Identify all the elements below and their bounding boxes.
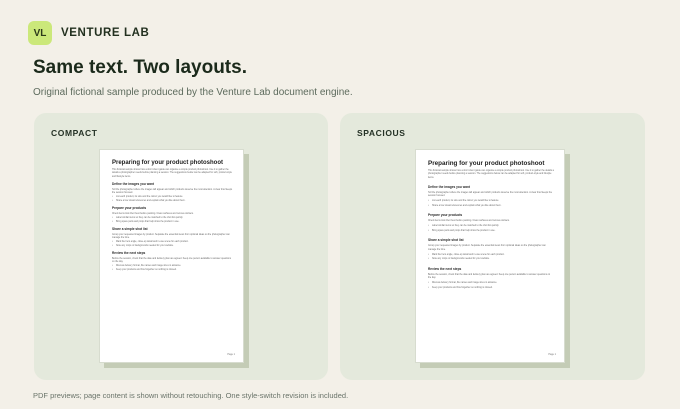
- doc-list-item: • List each product, its size and the colour you would like to feature.: [428, 200, 554, 203]
- doc-paragraph: Check items look their best before packing. Clean surfaces and remove stickers.: [428, 220, 510, 223]
- doc-paragraph: Group your requested images by product. Separate the essential views from optional ideas so the photographer can manage the time.: [112, 233, 230, 240]
- doc-heading: Define the images you want: [112, 181, 154, 186]
- doc-list-item: • Label similar items so they can be matched to the shot list quickly.: [428, 225, 554, 228]
- page-number: Page 1: [227, 353, 235, 356]
- doc-list-item: • Keep your products and brief together so nothing is missed.: [112, 269, 233, 272]
- doc-list-item: • Mark the hero angle, close-up detail and in-use scene for each product.: [428, 254, 554, 257]
- doc-list-item: • List each product, its size and the colour you would like to feature.: [112, 196, 233, 199]
- compact-panel: [34, 113, 328, 380]
- doc-heading: Review the next steps: [428, 266, 462, 271]
- doc-heading: Define the images you want: [428, 184, 470, 189]
- doc-heading: Review the next steps: [112, 251, 146, 256]
- doc-list-item: • Discuss delivery format, file names and image sizes in advance.: [112, 265, 233, 268]
- doc-list-item: • Bring spare parts and props that help show the product in use.: [428, 230, 554, 233]
- page-number: Page 1: [548, 353, 556, 356]
- doc-list-item: • Mark the hero angle, close-up detail and in-use scene for each product.: [112, 241, 233, 244]
- brand: [28, 21, 149, 45]
- doc-list-item: • Discuss delivery format, file names and image sizes in advance.: [428, 282, 554, 285]
- footer-note: PDF previews; page content is shown without retouching. One style-switch revision is included.: [33, 391, 349, 400]
- brand-name: VENTURE LAB: [61, 27, 150, 39]
- doc-list-item: • Share a few visual references and explain what you like about them.: [112, 200, 233, 203]
- doc-list-item: • Note any crops or backgrounds needed for your website.: [428, 258, 554, 261]
- doc-list-item: • Bring spare parts and props that help show the product in use.: [112, 221, 233, 224]
- doc-intro: This fictional sample shows how a short client guide can organise a simple product photoshoot. Use it to gather the details a photographer needs before planning a session. The suggestions below can be adapted for soft, product-style and lifestyle items.: [112, 169, 232, 178]
- compact-panel-label: COMPACT: [51, 128, 98, 138]
- doc-list-item: • Keep your products and brief together so nothing is missed.: [428, 287, 554, 290]
- doc-paragraph: Tell the photographer where the images will appear and which products deserve the most attention. A clear brief keeps the session focused.: [428, 191, 552, 198]
- page-subtitle: Original fictional sample produced by the Venture Lab document engine.: [33, 87, 353, 98]
- doc-paragraph: Tell the photographer where the images will appear and which products deserve the most attention. A clear brief keeps the session focused.: [112, 188, 233, 195]
- compact-page-preview[interactable]: [99, 149, 244, 363]
- doc-heading: Share a simple shot list: [428, 238, 464, 243]
- brand-logo: VL: [28, 21, 52, 45]
- doc-heading: Share a simple shot list: [112, 226, 148, 231]
- doc-heading: Prepare your products: [112, 206, 147, 211]
- doc-paragraph: Check items look their best before packing. Clean surfaces and remove stickers.: [112, 213, 194, 216]
- doc-title: Preparing for your product photoshoot: [428, 160, 545, 167]
- doc-list-item: • Share a few visual references and explain what you like about them.: [428, 205, 554, 208]
- page-title: Same text. Two layouts.: [33, 57, 247, 78]
- doc-paragraph: Before the session, check that the date and delivery plan are agreed. Keep one person available to answer questions on the day.: [112, 258, 232, 264]
- doc-intro: This fictional sample shows how a short client guide can organise a simple product photoshoot. Use it to gather the details a photographer needs before planning a session. The suggestions below can be adapted for soft, product-style and lifestyle items.: [428, 170, 554, 179]
- doc-paragraph: Before the session, check that the date and delivery plan are agreed. Keep one person available to answer questions on the day.: [428, 273, 551, 280]
- doc-heading: Prepare your products: [428, 213, 463, 218]
- spacious-page-preview[interactable]: [415, 149, 565, 363]
- doc-paragraph: Group your requested images by product. Separate the essential views from optional ideas so the photographer can manage the time.: [428, 245, 546, 251]
- doc-list-item: • Note any crops or backgrounds needed for your website.: [112, 245, 233, 248]
- doc-title: Preparing for your product photoshoot: [112, 160, 223, 166]
- spacious-panel-label: SPACIOUS: [357, 128, 406, 138]
- doc-list-item: • Label similar items so they can be matched to the shot list quickly.: [112, 217, 233, 220]
- spacious-panel: [340, 113, 645, 380]
